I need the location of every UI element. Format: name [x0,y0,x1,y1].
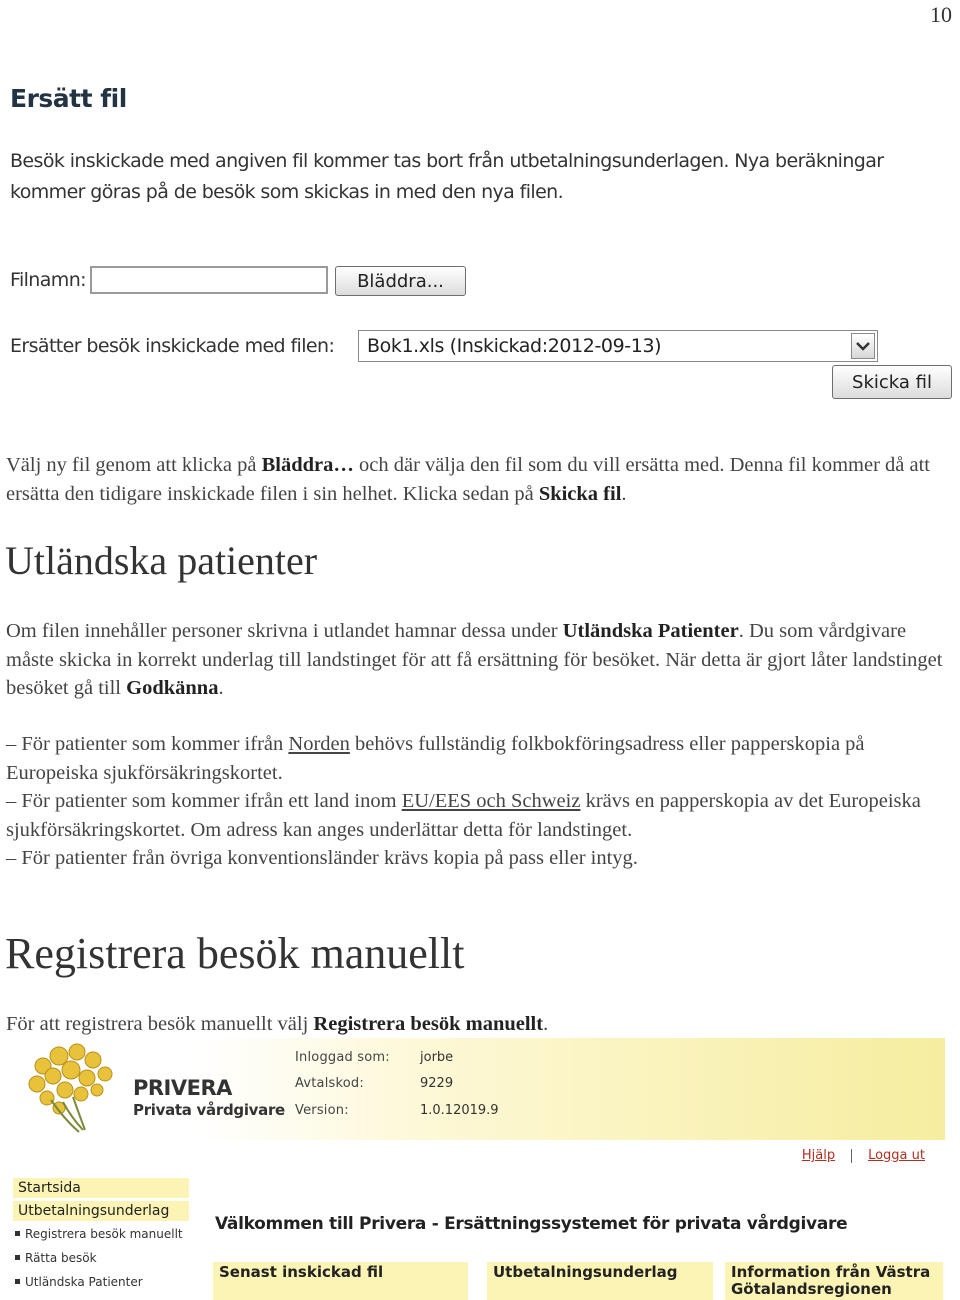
agreement-code-value: 9229 [420,1076,454,1091]
help-link[interactable]: Hjälp [801,1148,836,1163]
foreign-patients-paragraph [6,617,958,703]
text: . [218,677,224,699]
replaces-label: Ersätter besök inskickade med filen: [10,335,335,357]
text: . [543,1013,549,1035]
instructions-paragraph [6,451,958,508]
agreement-code-label: Avtalskod: [295,1076,364,1091]
privera-screenshot [5,1038,945,1300]
nordic-link[interactable]: Norden [288,733,350,755]
filename-label: Filnamn: [10,269,86,291]
panel-payment-basis: Utbetalningsunderlag [487,1262,713,1300]
panel-latest-file: Senast inskickad fil [213,1262,468,1300]
version-label: Version: [295,1103,349,1118]
bullet-eu [6,787,958,844]
sidebar-item-utbetalningsunderlag[interactable]: Utbetalningsunderlag [13,1201,189,1221]
privera-logo-subtitle: Privata vårdgivare [133,1101,285,1119]
text: För att registrera besök manuellt välj [6,1013,314,1035]
sidebar-subitem-registrera[interactable]: Registrera besök manuellt [13,1224,189,1248]
logout-link[interactable]: Logga ut [868,1148,925,1163]
emphasis: Bläddra… [261,454,354,476]
browse-button[interactable]: Bläddra... [335,266,466,296]
foreign-bullet-list [6,730,958,873]
replaces-file-select[interactable] [358,330,878,362]
text: Välj ny fil genom att klicka på [6,454,262,476]
sidebar-subitem-utlandska[interactable]: Utländska Patienter [13,1272,189,1296]
sidebar-nav [13,1178,189,1296]
eu-link[interactable]: EU/EES och Schweiz [401,790,581,812]
text: – För patienter som kommer ifrån ett land inom [6,790,402,812]
privera-logo-name: PRIVERA [133,1076,232,1100]
text: behövs fullständig folkbokföringsadress eller papperskopia på Europeiska sjukförsäkringskortet. [6,733,865,784]
foreign-patients-heading: Utländska patienter [5,538,318,583]
emphasis: Utländska Patienter [562,620,739,642]
send-file-button[interactable]: Skicka fil [832,365,952,399]
sidebar-subitem-ratta[interactable]: Rätta besök [13,1248,189,1272]
replace-file-heading: Ersätt fil [10,84,127,113]
page-number: 10 [930,2,952,27]
sidebar-item-startsida[interactable]: Startsida [13,1178,189,1198]
emphasis: Registrera besök manuellt [313,1013,544,1035]
manual-registration-paragraph [6,1010,958,1039]
bullet-nordic [6,730,958,787]
logged-in-label: Inloggad som: [295,1050,390,1065]
replace-file-description: Besök inskickade med angiven fil kommer tas bort från utbetalningsunderlagen. Nya beräkningar kommer göras på de besök som skickas in med den nya filen. [10,150,884,203]
text: . [621,482,627,505]
panel-region-info: Information från Västra Götalandsregionen [725,1262,943,1300]
emphasis: Godkänna [126,677,219,699]
flower-logo-icon [23,1042,133,1134]
logged-in-value: jorbe [420,1050,454,1065]
version-value: 1.0.12019.9 [420,1103,499,1118]
text: . Du som vårdgivare måste skicka in korrekt underlag till landstinget för att få ersättning för besöket. När detta är gjort låter landstinget besöket gå till [6,620,943,699]
top-links [802,1148,925,1163]
bullet-other: – För patienter från övriga konventionsländer krävs kopia på pass eller intyg. [6,847,638,869]
text: – För patienter som kommer ifrån [6,733,289,755]
filename-input[interactable] [90,266,328,294]
text: Om filen innehåller personer skrivna i utlandet hamnar dessa under [6,620,563,642]
replace-file-screenshot [10,80,955,410]
emphasis: Skicka fil [538,482,622,505]
chevron-down-icon[interactable] [851,333,875,359]
replaces-file-selected: Bok1.xls (Inskickad:2012-09-13) [367,335,662,357]
text: krävs en papperskopia av det Europeiska sjukförsäkringskortet. Om adress kan anges underlättar detta för landstinget. [6,790,921,841]
text: och där välja den fil som du vill ersätta med. Denna fil kommer då att ersätta den tidigare inskickade filen i sin helhet. Klicka sedan på [6,454,930,505]
manual-registration-heading: Registrera besök manuellt [5,929,465,978]
link-separator [851,1149,852,1163]
welcome-title: Välkommen till Privera - Ersättningssystemet för privata vårdgivare [215,1214,848,1234]
